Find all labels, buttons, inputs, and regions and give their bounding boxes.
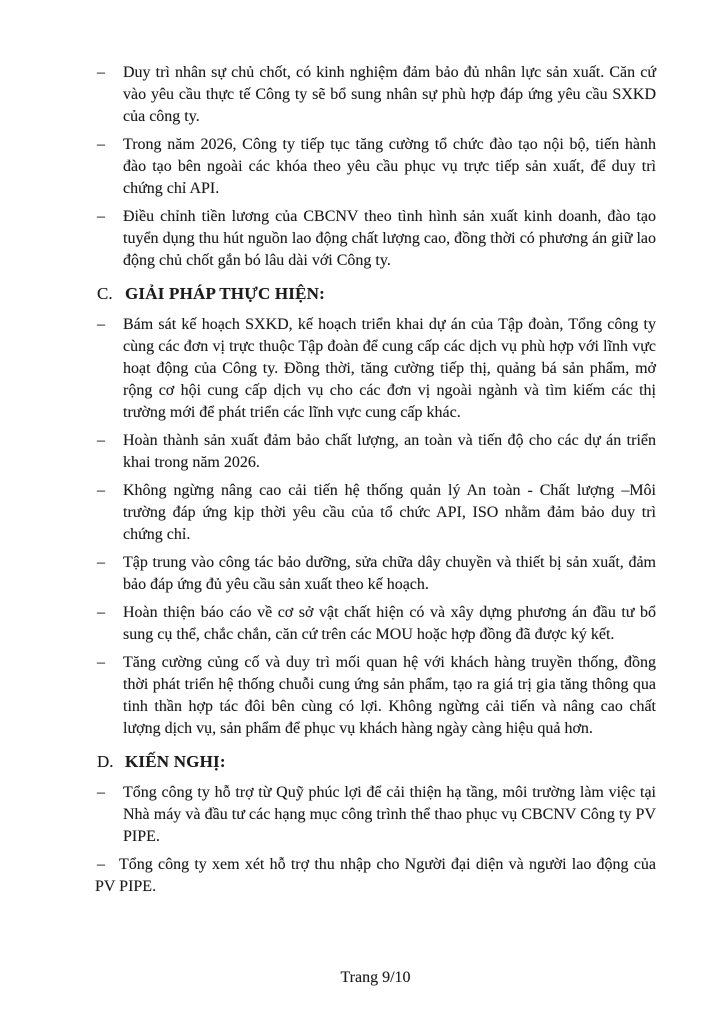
- bullet-item: [95, 782, 656, 848]
- bullet-text: Tổng công ty xem xét hỗ trợ thu nhập cho Người đại diện và người lao động của PV PIPE.: [95, 856, 656, 895]
- bullet-text: Duy trì nhân sự chủ chốt, có kinh nghiệm đảm bảo đủ nhân lực sản xuất. Căn cứ vào yêu cầu thực tế Công ty sẽ bổ sung nhân sự phù hợp đáp ứng yêu cầu SXKD của công ty.: [123, 64, 656, 125]
- bullet-item: [95, 430, 656, 474]
- bullet-dash: –: [97, 136, 105, 153]
- bullet-item: [95, 854, 656, 898]
- bullet-text: Tổng công ty hỗ trợ từ Quỹ phúc lợi để cải thiện hạ tầng, môi trường làm việc tại Nhà máy và đầu tư các hạng mục công trình thể thao phục vụ CBCNV Công ty PV PIPE.: [123, 784, 656, 845]
- page-body: [95, 62, 656, 904]
- bullet-item: [95, 314, 656, 424]
- bullet-text: Hoàn thành sản xuất đảm bảo chất lượng, an toàn và tiến độ cho các dự án triển khai trong năm 2026.: [123, 432, 656, 471]
- bullet-text: Điều chỉnh tiền lương của CBCNV theo tình hình sản xuất kinh doanh, đào tạo tuyển dụng thu hút nguồn lao động chất lượng cao, đồng thời có phương án giữ lao động chủ chốt gắn bó lâu dài với Công ty.: [123, 208, 656, 269]
- section-title: GIẢI PHÁP THỰC HIỆN:: [125, 284, 325, 303]
- bullet-item: [95, 652, 656, 740]
- bullet-dash: –: [97, 554, 105, 571]
- bullet-dash: –: [97, 784, 105, 801]
- bullet-text: Không ngừng nâng cao cải tiến hệ thống quản lý An toàn - Chất lượng –Môi trường đáp ứng kịp thời yêu cầu của tổ chức API, ISO nhằm đảm bảo duy trì chứng chỉ.: [123, 482, 656, 543]
- bullet-text: Trong năm 2026, Công ty tiếp tục tăng cường tổ chức đào tạo nội bộ, tiến hành đào tạo bên ngoài các khóa theo yêu cầu phục vụ trực tiếp sản xuất, để duy trì chứng chỉ API.: [123, 136, 656, 197]
- bullet-item: [95, 134, 656, 200]
- section-heading-c: [95, 282, 656, 306]
- bullet-item: [95, 602, 656, 646]
- bullet-item: [95, 62, 656, 128]
- bullet-dash: –: [97, 316, 105, 333]
- bullet-text: Hoàn thiện báo cáo về cơ sở vật chất hiện có và xây dựng phương án đầu tư bổ sung cụ thể, chắc chắn, căn cứ trên các MOU hoặc hợp đồng đã được ký kết.: [123, 604, 656, 643]
- bullet-text: Tăng cường củng cố và duy trì mối quan hệ với khách hàng truyền thống, đồng thời phát triển hệ thống chuỗi cung ứng sản phẩm, tạo ra giá trị gia tăng thông qua tinh thần hợp tác đôi bên cùng có lợi. Không ngừng cải tiến và nâng cao chất lượng dịch vụ, sản phẩm để phục vụ khách hàng ngày càng hiệu quả hơn.: [123, 654, 656, 737]
- section-title: KIẾN NGHỊ:: [125, 752, 226, 771]
- bullet-item: [95, 552, 656, 596]
- bullet-dash: –: [97, 64, 105, 81]
- bullet-text: Bám sát kế hoạch SXKD, kế hoạch triển khai dự án của Tập đoàn, Tổng công ty cùng các đơn vị trực thuộc Tập đoàn để cung cấp các dịch vụ phù hợp với lĩnh vực hoạt động của Công ty. Đồng thời, tăng cường tiếp thị, quảng bá sản phẩm, mở rộng cơ hội cung cấp dịch vụ cho các đơn vị ngoài ngành và tìm kiếm các thị trường mới để phát triển các lĩnh vực cung cấp khác.: [123, 316, 656, 421]
- section-letter: C.: [97, 284, 113, 303]
- bullet-dash: –: [97, 856, 105, 873]
- bullet-dash: –: [97, 208, 105, 225]
- section-letter: D.: [97, 752, 114, 771]
- bullet-dash: –: [97, 482, 105, 499]
- bullet-text: Tập trung vào công tác bảo dưỡng, sửa chữa dây chuyền và thiết bị sản xuất, đảm bảo đáp ứng đủ yêu cầu sản xuất theo kế hoạch.: [123, 554, 656, 593]
- bullet-item: [95, 206, 656, 272]
- page-number: Trang 9/10: [340, 969, 411, 986]
- bullet-item: [95, 480, 656, 546]
- bullet-dash: –: [97, 654, 105, 671]
- bullet-dash: –: [97, 432, 105, 449]
- section-heading-d: [95, 750, 656, 774]
- bullet-dash: –: [97, 604, 105, 621]
